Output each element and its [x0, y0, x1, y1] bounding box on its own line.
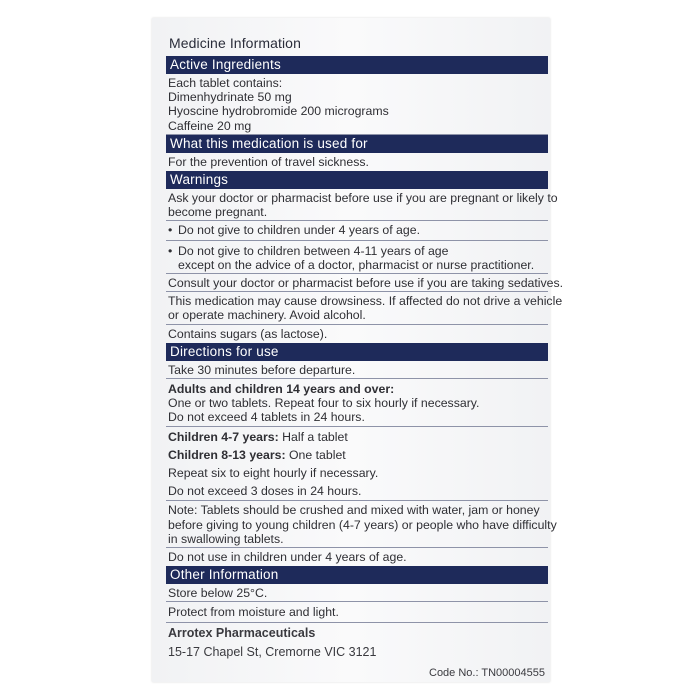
- other-protect: [166, 602, 548, 622]
- warning-pregnancy: [166, 189, 558, 221]
- product-code: Code No.: TN00004555: [429, 667, 545, 679]
- medicine-info-panel: [152, 18, 564, 682]
- direction-line: One or two tablets. Repeat four to six hourly if necessary.: [168, 396, 480, 411]
- warning-bullet-4-11: [166, 241, 548, 274]
- direction-line: Note: Tablets should be crushed and mixed with water, jam or honey: [168, 503, 540, 518]
- direction-label: Children 4-7 years:: [168, 429, 279, 444]
- direction-line: Repeat six to eight hourly if necessary.: [168, 466, 379, 481]
- ingredient-line: Caffeine 20 mg: [168, 118, 252, 133]
- heading-used-for: What this medication is used for: [166, 135, 548, 153]
- heading-other-information: Other Information: [166, 566, 548, 584]
- ingredient-line: Hyoscine hydrobromide 200 micrograms: [168, 104, 389, 119]
- warning-line: Contains sugars (as lactose).: [168, 326, 328, 341]
- direction-label: Children 8-13 years:: [168, 447, 286, 462]
- warning-sedatives: [166, 274, 564, 292]
- info-content: [166, 56, 564, 659]
- direction-line: Do not use in children under 4 years of age.: [168, 550, 407, 565]
- other-store: [166, 584, 548, 602]
- company-name: Arrotex Pharmaceuticals: [168, 625, 316, 640]
- heading-directions: Directions for use: [166, 343, 548, 361]
- warning-bullet-text: [178, 244, 548, 272]
- direction-children-8-13: [168, 448, 548, 462]
- direction-children: [166, 427, 548, 501]
- other-line: Protect from moisture and light.: [168, 605, 339, 620]
- bullet-icon: •: [168, 243, 173, 258]
- ingredient-line: Dimenhydrinate 50 mg: [168, 90, 292, 105]
- direction-line: Do not exceed 3 doses in 24 hours.: [168, 484, 362, 499]
- direction-line: One tablet: [285, 447, 346, 462]
- direction-departure: [166, 361, 548, 379]
- direction-label: Adults and children 14 years and over:: [168, 382, 395, 397]
- warning-line: Do not give to children under 4 years of age.: [178, 223, 420, 238]
- direction-under-4: [166, 548, 548, 566]
- warning-bullet-under-4: [166, 221, 548, 240]
- used-for-text: [166, 153, 548, 171]
- heading-warnings: Warnings: [166, 171, 548, 189]
- warning-line: Do not give to children between 4-11 years of age: [178, 243, 449, 258]
- direction-line: Do not exceed 4 tablets in 24 hours.: [168, 410, 365, 425]
- direction-line: before giving to young children (4-7 years) or people who have difficulty: [168, 517, 557, 532]
- warning-drowsiness: [166, 292, 563, 324]
- warning-line: except on the advice of a doctor, pharmacist or nurse practitioner.: [178, 257, 535, 272]
- warning-line: Consult your doctor or pharmacist before use if you are taking sedatives.: [168, 276, 564, 291]
- direction-line: Take 30 minutes before departure.: [168, 362, 356, 377]
- warning-line: become pregnant.: [168, 205, 268, 220]
- panel-title: Medicine Information: [169, 35, 301, 51]
- direction-adults: [166, 379, 548, 427]
- warning-line: Ask your doctor or pharmacist before use if you are pregnant or likely to: [168, 191, 558, 206]
- warning-sugars: [166, 325, 548, 343]
- ingredient-line: Each tablet contains:: [168, 76, 283, 90]
- heading-active-ingredients: Active Ingredients: [166, 56, 548, 74]
- direction-note: [166, 500, 557, 548]
- direction-line: in swallowing tablets.: [168, 531, 284, 546]
- active-ingredients-text: [166, 74, 548, 135]
- bullet-icon: •: [168, 223, 173, 238]
- direction-children-4-7: [168, 430, 548, 444]
- warning-line: This medication may cause drowsiness. If affected do not drive a vehicle: [168, 294, 563, 309]
- company-address: 15-17 Chapel St, Cremorne VIC 3121: [168, 644, 377, 659]
- used-for-line: For the prevention of travel sickness.: [168, 154, 369, 169]
- other-line: Store below 25°C.: [168, 586, 268, 601]
- warning-line: or operate machinery. Avoid alcohol.: [168, 308, 366, 323]
- direction-line: Half a tablet: [278, 429, 348, 444]
